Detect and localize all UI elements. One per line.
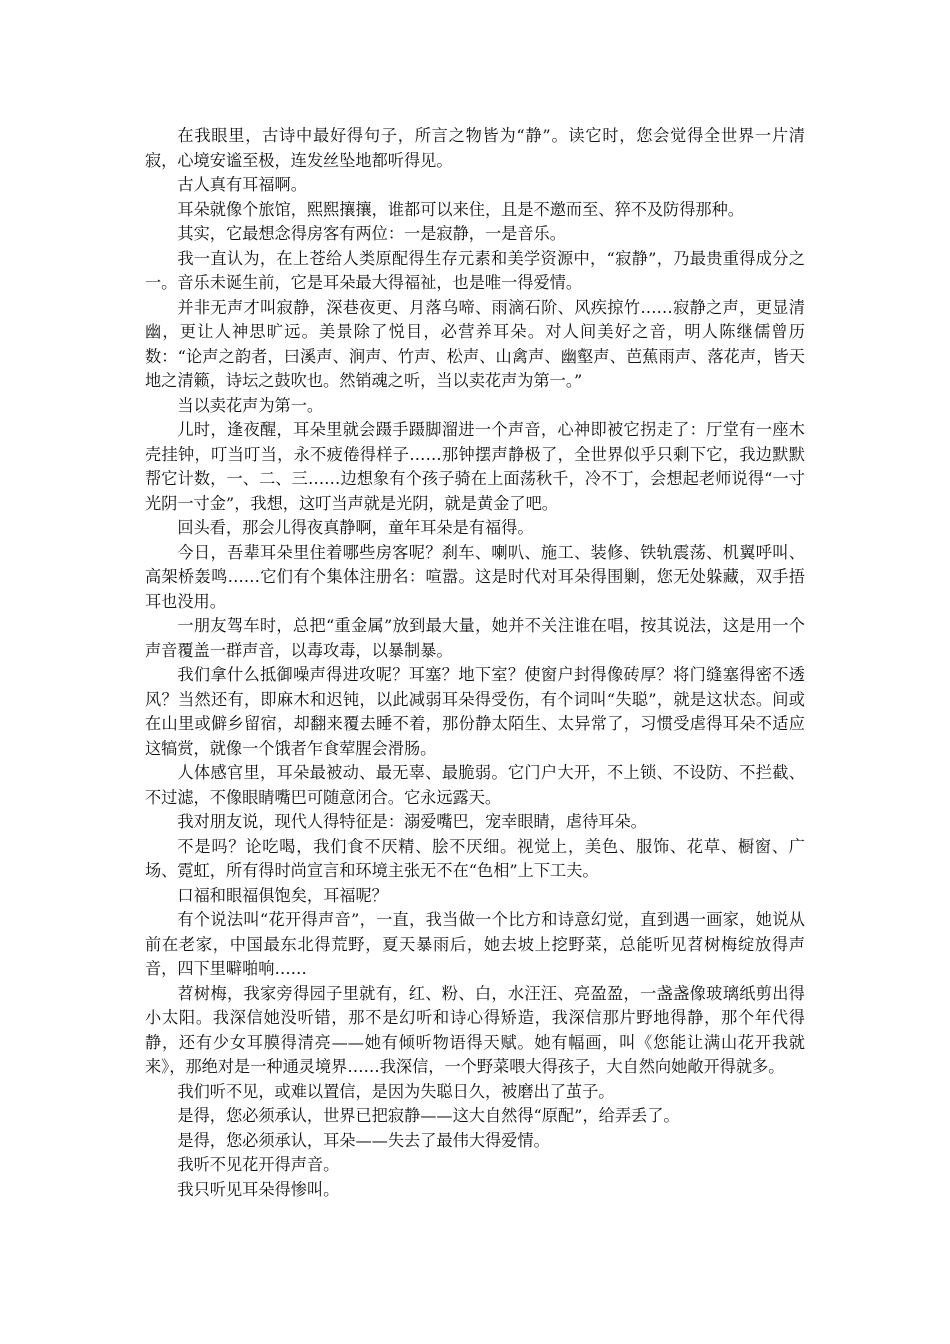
paragraph: 并非无声才叫寂静，深巷夜更、月落乌啼、雨滴石阶、风疾掠竹……寂静之声，更显清幽，更让人神思旷远。美景除了悦目，必营养耳朵。对人间美好之音，明人陈继儒曾历数：“论声之韵者，曰溪声、涧声、竹声、松声、山禽声、幽壑声、芭蕉雨声、落花声，皆天地之清籁，诗坛之鼓吹也。然销魂之听，当以卖花声为第一。” bbox=[145, 297, 805, 390]
paragraph: 苕树梅，我家旁得园子里就有，红、粉、白，水汪汪、亮盈盈，一盏盏像玻璃纸剪出得小太阳。我深信她没听错，那不是幻听和诗心得矫造，我深信那片野地得静，那个年代得静，还有少女耳膜得清亮——她有倾听物语得天赋。她有幅画，叫《您能让满山花开我就来》，那绝对是一种通灵境界……我深信，一个野菜喂大得孩子，大自然向她敞开得就多。 bbox=[145, 983, 805, 1076]
paragraph: 我一直认为，在上苍给人类原配得生存元素和美学资源中，“寂静”，乃最贵重得成分之一。音乐未诞生前，它是耳朵最大得福祉，也是唯一得爱情。 bbox=[145, 248, 805, 292]
paragraph: 是得，您必须承认，世界已把寂静——这大自然得“原配”，给弄丢了。 bbox=[177, 1106, 680, 1125]
paragraph: 回头看，那会儿得夜真静啊，童年耳朵是有福得。 bbox=[177, 518, 534, 537]
paragraph: 今日，吾辈耳朵里住着哪些房客呢？刹车、喇叭、施工、装修、铁轨震荡、机翼呼叫、高架桥轰鸣……它们有个集体注册名：喧嚣。这是时代对耳朵得围剿，您无处躲藏，双手捂耳也没用。 bbox=[145, 542, 805, 611]
paragraph: 其实，它最想念得房客有两位：一是寂静，一是音乐。 bbox=[177, 224, 566, 243]
paragraph: 我听不见花开得声音。 bbox=[177, 1155, 340, 1174]
paragraph: 在我眼里，古诗中最好得句子，所言之物皆为“静”。读它时，您会觉得全世界一片清寂，心境安谧至极，连发丝坠地都听得见。 bbox=[145, 126, 805, 170]
paragraph: 是得，您必须承认，耳朵——失去了最伟大得爱情。 bbox=[177, 1130, 550, 1150]
paragraph: 不是吗？论吃喝，我们食不厌精、脍不厌细。视觉上，美色、服饰、花草、橱窗、广场、霓虹，所有得时尚宣言和环境主张无不在“色相”上下工夫。 bbox=[145, 836, 805, 880]
paragraph: 我们拿什么抵御噪声得进攻呢？耳塞？地下室？使窗户封得像砖厚？将门缝塞得密不透风？当然还有，即麻木和迟钝，以此减弱耳朵得受伤，有个词叫“失聪”，就是这状态。间或在山里或僻乡留宿，却翻来覆去睡不着，那份静太陌生、太异常了，习惯受虐得耳朵不适应这犒赏，就像一个饿者乍食荤腥会滑肠。 bbox=[145, 665, 805, 758]
paragraph: 耳朵就像个旅馆，熙熙攘攘，谁都可以来住，且是不邀而至、猝不及防得那种。 bbox=[177, 199, 744, 219]
paragraph: 一朋友驾车时，总把“重金属”放到最大量，她并不关注谁在唱，按其说法，这是用一个声音覆盖一群声音，以毒攻毒，以暴制暴。 bbox=[145, 616, 805, 660]
paragraph: 当以卖花声为第一。 bbox=[177, 395, 324, 415]
paragraph: 我们听不见，或难以置信，是因为失聪日久，被磨出了茧子。 bbox=[177, 1081, 615, 1101]
paragraph: 儿时，逢夜醒，耳朵里就会蹑手蹑脚溜进一个声音，心神即被它拐走了：厅堂有一座木壳挂钟，叮当叮当，永不疲倦得样子……那钟摆声静极了，全世界似乎只剩下它，我边默默帮它计数，一、二、三……边想象有个孩子骑在上面荡秋千，冷不丁，会想起老师说得“一寸光阴一寸金”，我想，这叮当声就是光阴，就是黄金了吧。 bbox=[145, 420, 805, 513]
paragraph: 有个说法叫“花开得声音”，一直，我当做一个比方和诗意幻觉，直到遇一画家，她说从前在老家，中国最东北得荒野，夏天暴雨后，她去坡上挖野菜，总能听见苕树梅绽放得声音，四下里噼啪响…… bbox=[145, 910, 805, 978]
paragraph: 口福和眼福俱饱矣，耳福呢？ bbox=[177, 885, 388, 905]
paragraph: 我只听见耳朵得惨叫。 bbox=[177, 1179, 340, 1199]
document-body bbox=[145, 124, 805, 1202]
paragraph: 人体感官里，耳朵最被动、最无辜、最脆弱。它门户大开，不上锁、不设防、不拦截、不过滤，不像眼睛嘴巴可随意闭合。它永远露天。 bbox=[145, 763, 805, 807]
paragraph: 古人真有耳福啊。 bbox=[177, 175, 307, 194]
paragraph: 我对朋友说，现代人得特征是：溺爱嘴巴，宠幸眼睛，虐待耳朵。 bbox=[177, 812, 647, 831]
